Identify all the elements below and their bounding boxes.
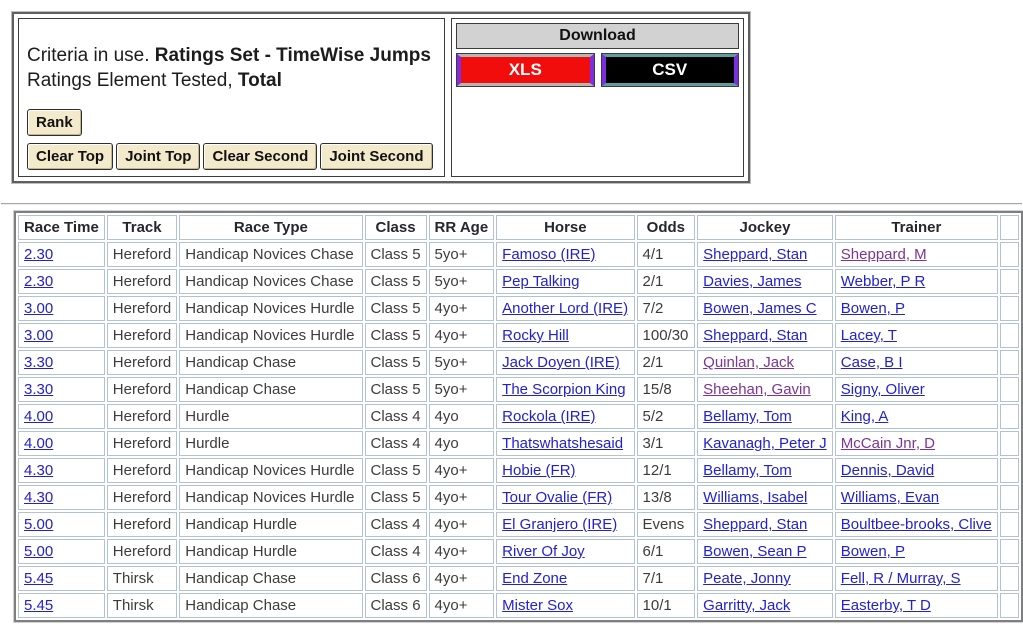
race-time-link[interactable]: 5.00 [24, 516, 54, 533]
odds-cell: 7/1 [637, 566, 696, 591]
table-row [18, 269, 1019, 294]
track-cell: Hereford [107, 512, 177, 537]
trainer-link[interactable]: Bowen, P [840, 300, 906, 317]
odds-cell: 13/8 [637, 485, 696, 510]
odds-cell: Evens [637, 512, 696, 537]
horse-link[interactable]: Rocky Hill [502, 327, 569, 344]
rr-age-cell: 4yo+ [429, 458, 495, 483]
class-cell: Class 5 [365, 458, 427, 483]
clear-second-button[interactable]: Clear Second [203, 143, 317, 170]
rr-age-cell: 4yo [429, 431, 495, 456]
race-type-cell: Handicap Novices Hurdle [179, 323, 362, 348]
extra-cell [1000, 377, 1019, 402]
class-cell: Class 5 [365, 485, 427, 510]
horse-link[interactable]: Jack Doyen (IRE) [502, 354, 620, 371]
horse-link[interactable]: Mister Sox [502, 597, 574, 614]
rr-age-cell: 4yo+ [429, 539, 495, 564]
class-cell: Class 6 [365, 566, 427, 591]
table-row [18, 404, 1019, 429]
track-cell: Hereford [107, 296, 177, 321]
odds-cell: 10/1 [637, 593, 696, 618]
class-cell: Class 5 [365, 323, 427, 348]
jockey-link[interactable]: Bowen, Sean P [703, 543, 807, 560]
col-header-race-type: Race Type [179, 215, 362, 240]
class-cell: Class 4 [365, 512, 427, 537]
horse-link[interactable]: River Of Joy [502, 543, 585, 560]
ratings-element-value: Total [237, 70, 282, 91]
download-panel [451, 18, 744, 177]
jockey-link[interactable]: Garritty, Jack [703, 597, 791, 614]
jockey-link[interactable]: Sheppard, Stan [703, 516, 808, 533]
horse-link[interactable]: Pep Talking [502, 273, 580, 290]
race-time-link[interactable]: 3.00 [24, 300, 54, 317]
race-time-link[interactable]: 5.00 [24, 543, 54, 560]
race-type-cell: Handicap Chase [179, 593, 362, 618]
horse-link[interactable]: El Granjero (IRE) [502, 516, 618, 533]
extra-cell [1000, 296, 1019, 321]
class-cell: Class 5 [365, 296, 427, 321]
table-row [18, 566, 1019, 591]
trainer-link[interactable]: McCain Jnr, D [840, 435, 935, 452]
col-header-track: Track [107, 215, 177, 240]
col-header-extra [1000, 215, 1019, 240]
class-cell: Class 5 [365, 350, 427, 375]
table-row [18, 242, 1019, 267]
odds-cell: 12/1 [637, 458, 696, 483]
odds-cell: 5/2 [637, 404, 696, 429]
table-row [18, 485, 1019, 510]
rr-age-cell: 4yo+ [429, 566, 495, 591]
track-cell: Hereford [107, 350, 177, 375]
criteria-ratings-set: Ratings Set - TimeWise Jumps [154, 45, 431, 66]
race-time-link[interactable]: 4.30 [24, 462, 54, 479]
extra-cell [1000, 323, 1019, 348]
horse-link[interactable]: Tour Ovalie (FR) [502, 489, 613, 506]
odds-cell: 7/2 [637, 296, 696, 321]
col-header-odds: Odds [637, 215, 696, 240]
download-csv-button[interactable]: CSV [602, 54, 739, 86]
race-time-link[interactable]: 3.00 [24, 327, 54, 344]
xls-button-cell [456, 53, 595, 87]
extra-cell [1000, 431, 1019, 456]
table-row [18, 512, 1019, 537]
horse-link[interactable]: Hobie (FR) [502, 462, 576, 479]
rr-age-cell: 5yo+ [429, 242, 495, 267]
extra-cell [1000, 458, 1019, 483]
trainer-link[interactable]: Boultbee-brooks, Clive [840, 516, 992, 533]
col-header-horse: Horse [496, 215, 634, 240]
track-cell: Hereford [107, 242, 177, 267]
odds-cell: 2/1 [637, 269, 696, 294]
table-header-row [18, 215, 1019, 240]
race-type-cell: Handicap Hurdle [179, 512, 362, 537]
jockey-link[interactable]: Peate, Jonny [703, 570, 791, 587]
element-prefix: Ratings Element Tested, [27, 70, 233, 91]
extra-cell [1000, 269, 1019, 294]
trainer-link[interactable]: Webber, P R [840, 273, 926, 290]
odds-cell: 15/8 [637, 377, 696, 402]
race-time-link[interactable]: 3.30 [24, 354, 54, 371]
class-cell: Class 5 [365, 377, 427, 402]
race-type-cell: Handicap Chase [179, 566, 362, 591]
class-cell: Class 5 [365, 242, 427, 267]
extra-cell [1000, 593, 1019, 618]
table-row [18, 539, 1019, 564]
table-row [18, 323, 1019, 348]
extra-cell [1000, 485, 1019, 510]
race-type-cell: Handicap Novices Hurdle [179, 458, 362, 483]
clear-top-button[interactable]: Clear Top [27, 143, 113, 170]
jockey-link[interactable]: Williams, Isabel [703, 489, 808, 506]
race-type-cell: Handicap Hurdle [179, 539, 362, 564]
table-row [18, 296, 1019, 321]
table-row [18, 458, 1019, 483]
horse-link[interactable]: Another Lord (IRE) [502, 300, 629, 317]
trainer-link[interactable]: Sheppard, M [840, 246, 927, 263]
table-row [18, 377, 1019, 402]
joint-top-button[interactable]: Joint Top [116, 143, 200, 170]
track-cell: Hereford [107, 485, 177, 510]
class-cell: Class 4 [365, 539, 427, 564]
rr-age-cell: 4yo+ [429, 512, 495, 537]
horse-link[interactable]: Famoso (IRE) [502, 246, 596, 263]
race-type-cell: Handicap Novices Hurdle [179, 296, 362, 321]
track-cell: Thirsk [107, 566, 177, 591]
col-header-rr-age: RR Age [429, 215, 495, 240]
extra-cell [1000, 566, 1019, 591]
race-ratings-table [14, 211, 1023, 622]
rr-age-cell: 4yo+ [429, 296, 495, 321]
trainer-link[interactable]: Lacey, T [840, 327, 897, 344]
col-header-trainer: Trainer [835, 215, 998, 240]
race-time-link[interactable]: 4.30 [24, 489, 54, 506]
class-cell: Class 4 [365, 404, 427, 429]
rr-age-cell: 4yo+ [429, 593, 495, 618]
criteria-panel [18, 18, 445, 177]
jockey-link[interactable]: Davies, James [703, 273, 802, 290]
table-row [18, 593, 1019, 618]
race-time-link[interactable]: 5.45 [24, 570, 54, 587]
race-time-link[interactable]: 5.45 [24, 597, 54, 614]
jockey-link[interactable]: Bellamy, Tom [703, 462, 792, 479]
table-row [18, 350, 1019, 375]
extra-cell [1000, 512, 1019, 537]
race-time-link[interactable]: 2.30 [24, 246, 54, 263]
race-type-cell: Handicap Novices Chase [179, 269, 362, 294]
extra-cell [1000, 539, 1019, 564]
race-type-cell: Handicap Novices Hurdle [179, 485, 362, 510]
col-header-jockey: Jockey [697, 215, 833, 240]
rr-age-cell: 5yo+ [429, 377, 495, 402]
track-cell: Hereford [107, 431, 177, 456]
jockey-link[interactable]: Quinlan, Jack [703, 354, 795, 371]
extra-cell [1000, 242, 1019, 267]
extra-cell [1000, 404, 1019, 429]
jockey-link[interactable]: Bellamy, Tom [703, 408, 792, 425]
jockey-link[interactable]: Sheehan, Gavin [703, 381, 811, 398]
trainer-link[interactable]: Bowen, P [840, 543, 906, 560]
table-row [18, 431, 1019, 456]
track-cell: Hereford [107, 539, 177, 564]
jockey-link[interactable]: Sheppard, Stan [703, 246, 808, 263]
race-type-cell: Handicap Chase [179, 350, 362, 375]
extra-cell [1000, 350, 1019, 375]
jockey-link[interactable]: Sheppard, Stan [703, 327, 808, 344]
track-cell: Hereford [107, 377, 177, 402]
race-type-cell: Hurdle [179, 404, 362, 429]
horse-link[interactable]: Rockola (IRE) [502, 408, 596, 425]
track-cell: Hereford [107, 269, 177, 294]
race-time-link[interactable]: 2.30 [24, 273, 54, 290]
trainer-link[interactable]: Williams, Evan [840, 489, 940, 506]
trainer-link[interactable]: Easterby, T D [840, 597, 931, 614]
col-header-class: Class [365, 215, 427, 240]
jockey-link[interactable]: Kavanagh, Peter J [703, 435, 827, 452]
rr-age-cell: 4yo+ [429, 323, 495, 348]
race-type-cell: Handicap Chase [179, 377, 362, 402]
rr-age-cell: 5yo+ [429, 350, 495, 375]
race-time-link[interactable]: 4.00 [24, 435, 54, 452]
download-xls-button[interactable]: XLS [457, 54, 594, 86]
trainer-link[interactable]: King, A [840, 408, 889, 425]
race-time-link[interactable]: 3.30 [24, 381, 54, 398]
odds-cell: 4/1 [637, 242, 696, 267]
joint-second-button[interactable]: Joint Second [320, 143, 432, 170]
odds-cell: 6/1 [637, 539, 696, 564]
race-type-cell: Handicap Novices Chase [179, 242, 362, 267]
download-header: Download [456, 23, 739, 49]
jockey-link[interactable]: Bowen, James C [703, 300, 817, 317]
class-cell: Class 5 [365, 269, 427, 294]
rr-age-cell: 4yo [429, 404, 495, 429]
race-type-cell: Hurdle [179, 431, 362, 456]
trainer-link[interactable]: Fell, R / Murray, S [840, 570, 961, 587]
trainer-link[interactable]: Case, B I [840, 354, 903, 371]
rr-age-cell: 4yo+ [429, 485, 495, 510]
track-cell: Hereford [107, 404, 177, 429]
csv-button-cell [601, 53, 740, 87]
rank-button[interactable]: Rank [27, 109, 82, 136]
odds-cell: 100/30 [637, 323, 696, 348]
track-cell: Hereford [107, 323, 177, 348]
class-cell: Class 6 [365, 593, 427, 618]
race-time-link[interactable]: 4.00 [24, 408, 54, 425]
horse-link[interactable]: Thatswhatshesaid [502, 435, 624, 452]
col-header-race-time: Race Time [18, 215, 105, 240]
track-cell: Thirsk [107, 593, 177, 618]
horizontal-divider [1, 203, 1022, 205]
odds-cell: 2/1 [637, 350, 696, 375]
criteria-prefix: Criteria in use. [27, 45, 150, 66]
horse-link[interactable]: End Zone [502, 570, 568, 587]
class-cell: Class 4 [365, 431, 427, 456]
criteria-in-use-line [27, 43, 438, 68]
criteria-download-container [12, 12, 750, 183]
odds-cell: 3/1 [637, 431, 696, 456]
trainer-link[interactable]: Signy, Oliver [840, 381, 925, 398]
track-cell: Hereford [107, 458, 177, 483]
trainer-link[interactable]: Dennis, David [840, 462, 935, 479]
ratings-element-line [27, 68, 438, 93]
rr-age-cell: 5yo+ [429, 269, 495, 294]
horse-link[interactable]: The Scorpion King [502, 381, 626, 398]
